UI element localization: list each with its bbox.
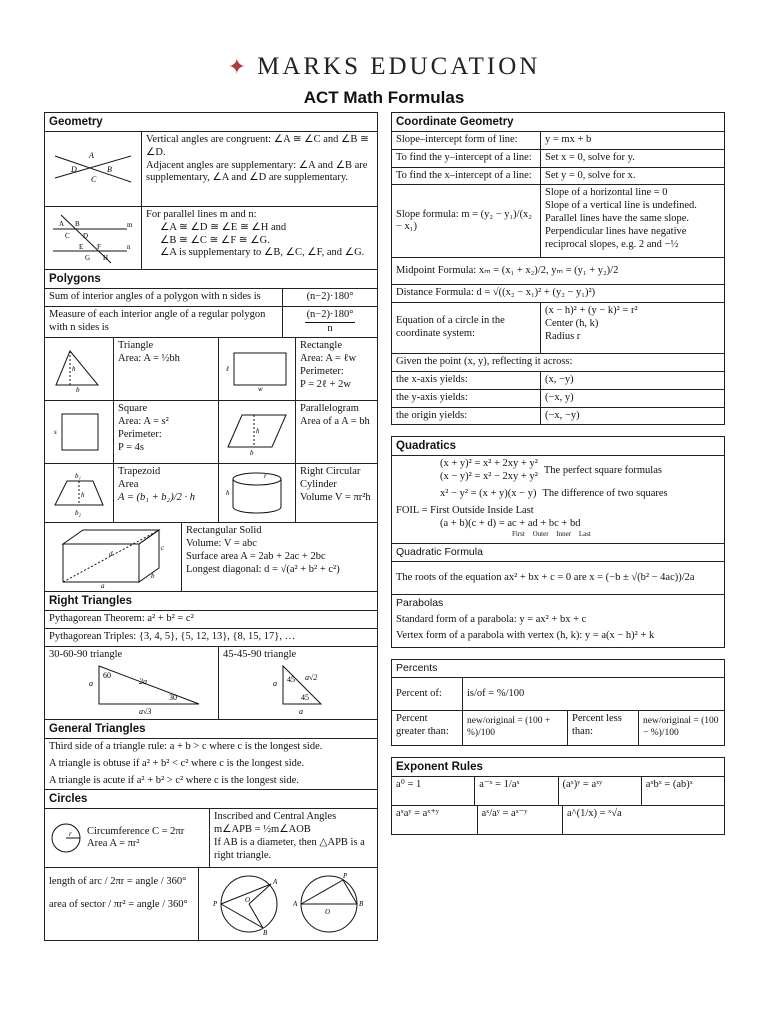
svg-text:s: s xyxy=(54,428,57,437)
circle-area-formula: Area A = πr² xyxy=(87,838,140,850)
svg-text:D: D xyxy=(83,232,89,241)
percents-section xyxy=(391,659,725,746)
quadratic-formula-heading: Quadratic Formula xyxy=(392,544,724,562)
percent-of-formula: is/of = %/100 xyxy=(467,687,525,699)
svg-text:F: F xyxy=(97,243,101,252)
rectangle-area: Area: A = ℓw xyxy=(300,353,357,365)
right-triangles-heading: Right Triangles xyxy=(45,592,377,611)
circle-equation-label: Equation of a circle in the coordinate system: xyxy=(392,303,541,353)
quadratics-heading: Quadratics xyxy=(392,437,724,456)
coord-row-0-label: Slope–intercept form of line: xyxy=(392,132,541,149)
triangle-title: Triangle xyxy=(118,340,154,352)
svg-text:A: A xyxy=(89,151,94,161)
circle-center: Center (h, k) xyxy=(545,318,599,329)
svg-text:B: B xyxy=(107,165,112,175)
circles-heading: Circles xyxy=(45,790,377,809)
inscribed-formula: m∠APB = ½m∠AOB xyxy=(214,824,311,836)
triangle-rule-2: A triangle is obtuse if a² + b² < c² where c is the longest side. xyxy=(49,757,305,769)
rectangle-figure xyxy=(219,338,296,400)
percent-greater-formula: new/original = (100 + %)/100 xyxy=(463,711,568,745)
reflect-intro: Given the point (x, y), reflecting it across: xyxy=(392,354,724,372)
exponent-rule-2: (aˣ)ʸ = aˣʸ xyxy=(559,777,642,805)
svg-text:O: O xyxy=(245,896,251,905)
right-triangles-section xyxy=(44,592,378,720)
circumference-formula: Circumference C = 2πr xyxy=(87,825,185,837)
rectangle-perimeter-label: Perimeter: xyxy=(300,366,344,378)
square-figure xyxy=(45,401,114,463)
sum-angles-text: Sum of interior angles of a polygon with n sides is xyxy=(45,289,283,306)
slope-note-2: Parallel lines have the same slope. xyxy=(545,213,690,224)
coordinate-section xyxy=(391,112,725,425)
svg-text:a: a xyxy=(89,678,93,688)
slope-note-0: Slope of a horizontal line = 0 xyxy=(545,187,668,199)
svg-text:w: w xyxy=(258,385,263,392)
parallel-text-2: ∠A ≅ ∠D ≅ ∠E ≅ ∠H and xyxy=(160,221,287,233)
svg-text:30: 30 xyxy=(169,692,177,702)
square-formula-2: (x − y)² = x² − 2xy + y² xyxy=(440,471,538,483)
parabola-vertex: Vertex form of a parabola with vertex (h, k): y = a(x − h)² + k xyxy=(396,630,655,642)
polygons-heading: Polygons xyxy=(45,270,377,289)
right-column xyxy=(391,112,725,835)
slope-formula: Slope formula: m = (y₂ − y₁)/(x₂ − x₁) xyxy=(392,185,541,257)
svg-text:a: a xyxy=(101,582,105,589)
quadratic-formula: The roots of the equation ax² + bx + c = 0 are x = (−b ± √(b² − 4ac))/2a xyxy=(392,562,724,595)
svg-text:b: b xyxy=(250,449,254,456)
svg-text:h: h xyxy=(81,491,85,500)
svg-text:a: a xyxy=(273,678,277,688)
triangle-rule-3: A triangle is acute if a² + b² > c² where c is the longest side. xyxy=(49,774,299,786)
reflect-y-label: the y-axis yields: xyxy=(392,390,541,407)
circles-section xyxy=(44,790,378,941)
pythagorean-theorem: Pythagorean Theorem: a² + b² = c² xyxy=(45,611,377,629)
foil-first: First xyxy=(512,530,525,539)
svg-text:d: d xyxy=(109,550,113,559)
svg-text:a: a xyxy=(299,706,303,716)
t45-label: 45-45-90 triangle xyxy=(223,649,297,661)
circle-radius: Radius r xyxy=(545,330,581,342)
exponent-rule-3: aˣbˣ = (ab)ˣ xyxy=(645,778,693,790)
circle-radius-figure xyxy=(49,821,83,855)
svg-text:b: b xyxy=(151,572,155,581)
compass-star-icon: ✦ xyxy=(227,54,250,79)
general-triangles-heading: General Triangles xyxy=(45,720,377,739)
svg-text:h: h xyxy=(226,489,230,498)
square-area: Area: A = s² xyxy=(118,416,169,428)
difference-squares-note: The difference of two squares xyxy=(542,488,668,499)
pythagorean-triples: Pythagorean Triples: {3, 4, 5}, {5, 12, 13}, {8, 15, 17}, … xyxy=(45,629,377,647)
solid-volume: Volume: V = abc xyxy=(186,538,257,550)
svg-text:E: E xyxy=(79,243,84,252)
t30-label: 30-60-90 triangle xyxy=(49,649,123,661)
left-column xyxy=(44,112,378,941)
svg-text:A: A xyxy=(59,220,65,229)
triangle-rule-1: Third side of a triangle rule: a + b > c where c is the longest side. xyxy=(49,741,323,753)
vertical-angles-text: Vertical angles are congruent: ∠A ≅ ∠C and ∠B ≅ ∠D. xyxy=(146,134,369,158)
parallel-text-4: ∠A is supplementary to ∠B, ∠C, ∠F, and ∠G. xyxy=(160,247,365,259)
arc-formula: length of arc / 2πr = angle / 360° xyxy=(49,876,187,888)
rectangular-solid-figure xyxy=(45,523,182,591)
svg-text:n: n xyxy=(127,243,131,252)
midpoint-formula: Midpoint Formula: xₘ = (x₁ + x₂)/2, yₘ = (y₁ + y₂)/2 xyxy=(392,258,724,285)
percents-heading: Percents xyxy=(392,660,724,678)
coord-row-1-label: To find the y–intercept of a line: xyxy=(392,150,541,167)
parallel-text-3: ∠B ≅ ∠C ≅ ∠F ≅ ∠G. xyxy=(160,234,270,246)
svg-text:A: A xyxy=(273,878,278,887)
square-formula-1: (x + y)² = x² + 2xy + y² xyxy=(440,458,538,470)
svg-text:r: r xyxy=(69,830,72,839)
foil-inner: Inner xyxy=(556,530,572,539)
percent-less-formula: new/original = (100 − %)/100 xyxy=(643,716,719,738)
svg-text:P: P xyxy=(343,872,348,881)
inscribed-title: Inscribed and Central Angles xyxy=(214,811,337,823)
svg-text:H: H xyxy=(103,254,109,263)
triangle-area: Area: A = ½bh xyxy=(118,353,180,365)
each-angle-formula: $\frac{(n-2)\cdot 180^\circ}{n}$ xyxy=(306,308,354,334)
svg-text:a√3: a√3 xyxy=(139,706,152,716)
svg-text:B: B xyxy=(75,220,80,229)
page-header xyxy=(0,0,768,112)
page-title: ACT Math Formulas xyxy=(303,88,465,107)
polygons-section xyxy=(44,270,378,592)
difference-squares: x² − y² = (x + y)(x − y) xyxy=(440,488,537,499)
square-title: Square xyxy=(118,403,148,415)
solid-surface: Surface area A = 2ab + 2ac + 2bc xyxy=(186,551,326,563)
parallelogram-figure xyxy=(219,401,296,463)
svg-text:G: G xyxy=(85,254,91,263)
geometry-heading: Geometry xyxy=(45,113,377,132)
svg-text:C: C xyxy=(65,232,70,241)
parabolas-heading: Parabolas xyxy=(396,596,444,609)
exponent-rule-1: a⁻ˣ = 1/aˣ xyxy=(475,777,558,805)
svg-text:b₂: b₂ xyxy=(75,509,81,518)
svg-text:60: 60 xyxy=(103,670,111,680)
svg-text:P: P xyxy=(213,900,218,909)
svg-text:c: c xyxy=(161,544,165,553)
coord-row-2-label: To find the x–intercept of a line: xyxy=(392,168,541,185)
coord-row-0-value: y = mx + b xyxy=(545,134,592,146)
svg-text:B: B xyxy=(359,900,364,909)
foil-last: Last xyxy=(578,530,591,539)
parallelogram-title: Parallelogram xyxy=(300,403,359,415)
reflect-x-label: the x-axis yields: xyxy=(392,372,541,389)
sum-angles-formula: (n−2)·180° xyxy=(306,291,354,303)
vertical-angles-figure xyxy=(45,132,142,206)
circle-equation: (x − h)² + (y − k)² = r² xyxy=(545,305,638,317)
reflect-y-value: (−x, y) xyxy=(545,391,574,403)
exponent-rule-5: aˣ/aʸ = aˣ⁻ʸ xyxy=(478,806,564,834)
reflect-x-value: (x, −y) xyxy=(545,374,574,385)
svg-text:2a: 2a xyxy=(139,676,147,686)
quadratics-section xyxy=(391,436,725,648)
geometry-section xyxy=(44,112,378,270)
cylinder-title: Right Circular Cylinder xyxy=(300,466,361,491)
svg-text:O: O xyxy=(325,908,331,917)
parallel-lines-figure xyxy=(45,207,142,269)
exponents-heading: Exponent Rules xyxy=(392,758,724,777)
coord-row-2-value: Set y = 0, solve for x. xyxy=(545,169,636,181)
svg-text:h: h xyxy=(256,427,260,436)
sector-formula: area of sector / πr² = angle / 360° xyxy=(49,899,188,911)
parallel-text-1: For parallel lines m and n: xyxy=(146,209,257,221)
svg-text:C: C xyxy=(91,175,97,185)
diameter-text: If AB is a diameter, then △APB is a right triangle. xyxy=(214,837,365,861)
inscribed-angles-figure xyxy=(203,872,373,936)
trapezoid-formula: A = (b₁ + b₂)/2 · h xyxy=(118,492,195,504)
svg-text:D: D xyxy=(71,165,77,175)
trapezoid-area-label: Area xyxy=(118,479,139,491)
svg-text:r: r xyxy=(264,472,267,481)
foil-outer: Outer xyxy=(532,530,549,539)
coord-row-1-value: Set x = 0, solve for y. xyxy=(545,151,635,163)
percent-greater-label: Percent greater than: xyxy=(392,711,463,745)
percent-less-label: Percent less than: xyxy=(568,711,639,745)
square-perimeter: P = 4s xyxy=(118,441,144,453)
svg-text:45: 45 xyxy=(287,674,295,684)
svg-text:b₁: b₁ xyxy=(75,472,81,481)
exponent-rule-0: a⁰ = 1 xyxy=(392,777,475,805)
svg-text:A: A xyxy=(293,900,298,909)
trapezoid-figure xyxy=(45,464,114,522)
solid-diagonal: Longest diagonal: d = √(a² + b² + c²) xyxy=(186,563,340,575)
svg-text:ℓ: ℓ xyxy=(226,365,229,374)
svg-text:a√2: a√2 xyxy=(305,672,318,682)
slope-note-3: Perpendicular lines have negative reciprocal slopes, e.g. 2 and −½ xyxy=(545,225,687,250)
trapezoid-title: Trapezoid xyxy=(118,466,161,478)
reflect-origin-value: (−x, −y) xyxy=(545,409,580,421)
general-triangles-section xyxy=(44,720,378,790)
svg-text:45: 45 xyxy=(301,692,309,702)
foil-equation: (a + b)(c + d) = ac + ad + bc + bd xyxy=(440,517,581,529)
distance-formula: Distance Formula: d = √((x₂ − x₁)² + (y₂ − y₁)²) xyxy=(392,285,724,303)
svg-text:h: h xyxy=(72,365,76,374)
svg-text:B: B xyxy=(263,929,268,937)
svg-text:m: m xyxy=(127,221,133,230)
reflect-origin-label: the origin yields: xyxy=(392,408,541,425)
perfect-square-note: The perfect square formulas xyxy=(543,464,662,476)
t30-figure xyxy=(49,662,209,716)
brand-name: MARKS EDUCATION xyxy=(257,53,541,80)
triangle-figure xyxy=(45,338,114,400)
percent-of-label: Percent of: xyxy=(392,678,463,710)
rectangle-title: Rectangle xyxy=(300,340,342,352)
rectangle-perimeter: P = 2ℓ + 2w xyxy=(300,378,351,390)
brand-logo xyxy=(0,52,768,83)
cylinder-figure xyxy=(219,464,296,522)
exponent-rule-4: aˣaʸ = aˣ⁺ʸ xyxy=(392,806,478,834)
slope-note-1: Slope of a vertical line is undefined. xyxy=(545,200,697,212)
square-perimeter-label: Perimeter: xyxy=(118,429,162,441)
cylinder-volume: Volume V = πr²h xyxy=(300,492,371,504)
each-angle-text: Measure of each interior angle of a regular polygon with n sides is xyxy=(45,307,283,338)
exponents-section xyxy=(391,757,725,835)
coordinate-heading: Coordinate Geometry xyxy=(392,113,724,132)
solid-title: Rectangular Solid xyxy=(186,525,262,537)
parallelogram-area: Area of a A = bh xyxy=(300,416,370,428)
t45-figure xyxy=(223,662,373,716)
adjacent-angles-text: Adjacent angles are supplementary: ∠A and ∠B are supplementary, ∠A and ∠D are supplementary. xyxy=(146,159,368,184)
svg-text:b: b xyxy=(76,386,80,394)
foil-label: FOIL = First Outside Inside Last xyxy=(396,504,534,516)
parabola-standard: Standard form of a parabola: y = ax² + bx + c xyxy=(396,613,587,625)
exponent-rule-6: a^(1/x) = ˣ√a xyxy=(567,807,622,819)
